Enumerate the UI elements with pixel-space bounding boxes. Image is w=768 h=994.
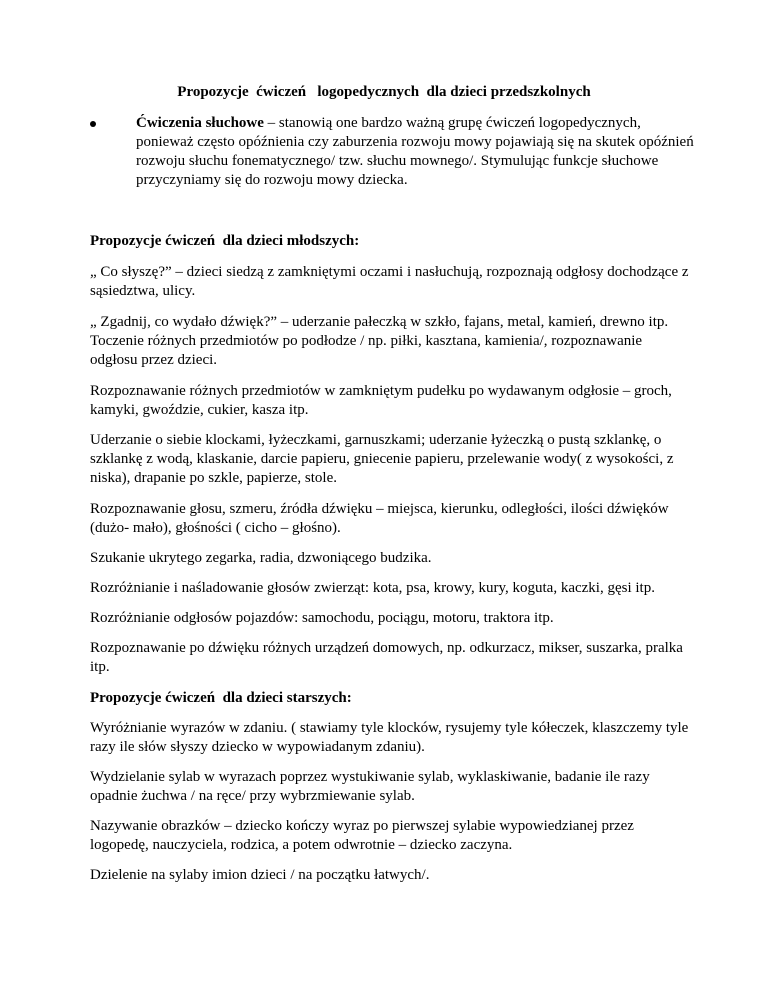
bullet-lead: Ćwiczenia słuchowe	[136, 115, 264, 131]
paragraph-younger-8: Rozróżnianie odgłosów pojazdów: samochodu, pociągu, motoru, traktora itp.	[90, 610, 554, 626]
paragraph-younger-3: Rozpoznawanie różnych przedmiotów w zamkniętym pudełku po wydawanym odgłosie – groch, kamyki, gwoździe, cukier, kasza itp.	[90, 383, 672, 418]
paragraph-younger-6: Szukanie ukrytego zegarka, radia, dzwoniącego budzika.	[90, 550, 432, 566]
paragraph-younger-5: Rozpoznawanie głosu, szmeru, źródła dźwięku – miejsca, kierunku, odległości, ilości dźwięków (dużo- mało), głośności ( cicho – głośno).	[90, 501, 669, 536]
heading-older: Propozycje ćwiczeń dla dzieci starszych:	[90, 690, 352, 706]
document-title: Propozycje ćwiczeń logopedycznych dla dzieci przedszkolnych	[177, 84, 591, 100]
bullet-text	[136, 114, 696, 190]
paragraph-older-2: Wydzielanie sylab w wyrazach poprzez wystukiwanie sylab, wyklaskiwanie, badanie ile razy opadnie żuchwa / na ręce/ przy wybrzmiewanie sylab.	[90, 769, 650, 804]
paragraph-older-4: Dzielenie na sylaby imion dzieci / na początku łatwych/.	[90, 867, 430, 883]
paragraph-older-1: Wyróżnianie wyrazów w zdaniu. ( stawiamy tyle klocków, rysujemy tyle kółeczek, klaszczemy tyle razy ile słów słyszy dziecko w wypowiadanym zdaniu).	[90, 720, 689, 755]
bullet-body: – stanowią one bardzo ważną grupę ćwiczeń logopedycznych, ponieważ często opóźnienia czy zaburzenia rozwoju mowy pojawiają się na skutek opóźnień rozwoju słuchu fonematycznego/ tzw. słuchu mownego/. Stymulując funkcje słuchowe przyczyniamy się do rozwoju mowy dziecka.	[136, 115, 694, 188]
paragraph-younger-1: „ Co słyszę?” – dzieci siedzą z zamkniętymi oczami i nasłuchują, rozpoznają odgłosy dochodzące z sąsiedztwa, ulicy.	[90, 264, 689, 299]
paragraph-younger-2: „ Zgadnij, co wydało dźwięk?” – uderzanie pałeczką w szkło, fajans, metal, kamień, drewno itp. Toczenie różnych przedmiotów po podłodze / np. piłki, kasztana, kamienia/, rozpoznawanie odgłosu przez dzieci.	[90, 314, 669, 368]
bullet-icon	[90, 121, 96, 127]
heading-younger: Propozycje ćwiczeń dla dzieci młodszych:	[90, 233, 360, 249]
paragraph-older-3: Nazywanie obrazków – dziecko kończy wyraz po pierwszej sylabie wypowiedzianej przez logopedę, nauczyciela, rodzica, a potem odwrotnie – dziecko zaczyna.	[90, 818, 634, 853]
paragraph-younger-9: Rozpoznawanie po dźwięku różnych urządzeń domowych, np. odkurzacz, mikser, suszarka, pralka itp.	[90, 640, 683, 675]
paragraph-younger-7: Rozróżnianie i naśladowanie głosów zwierząt: kota, psa, krowy, kury, koguta, kaczki, gęsi itp.	[90, 580, 655, 596]
paragraph-younger-4: Uderzanie o siebie klockami, łyżeczkami, garnuszkami; uderzanie łyżeczką o pustą szklankę, o szklankę z wodą, klaskanie, darcie papieru, gniecenie papieru, przelewanie wody( z wysokości, z niska), drapanie po szkle, papierze, stole.	[90, 432, 674, 486]
